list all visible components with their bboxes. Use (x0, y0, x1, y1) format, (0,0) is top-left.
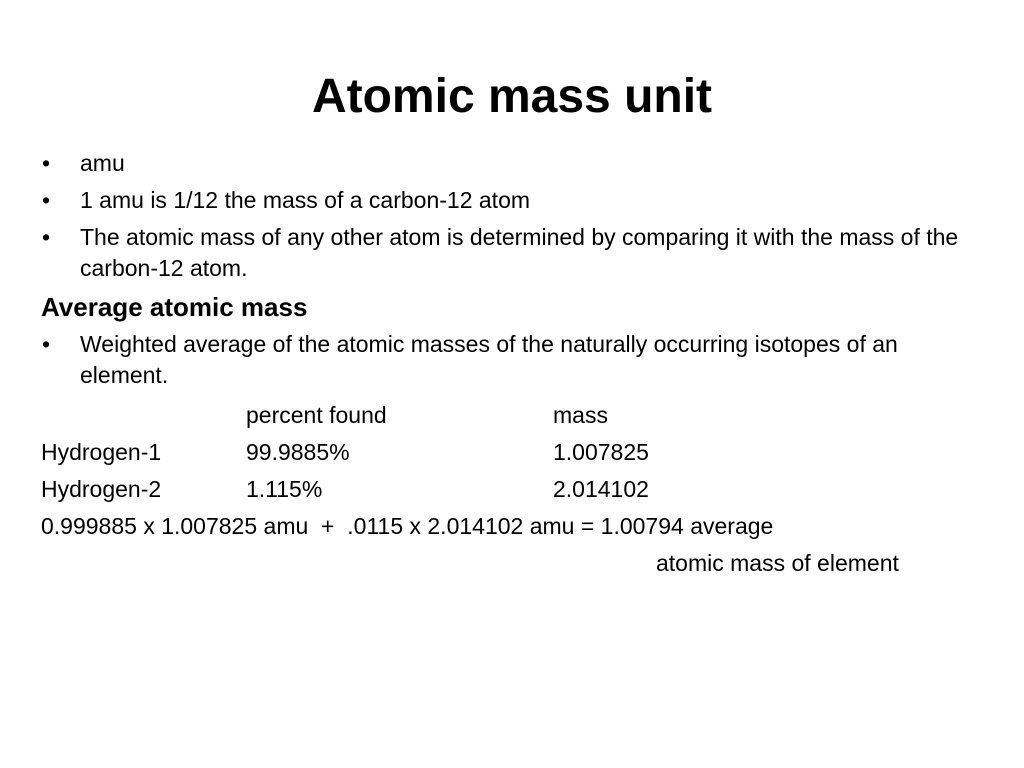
bullet-text: The atomic mass of any other atom is determined by comparing it with the mass of the carbon-12 atom. (80, 224, 959, 281)
bullet-marker: • (42, 187, 51, 213)
bullet-text: amu (80, 150, 125, 176)
bullet-item (41, 222, 991, 284)
bullet-item (41, 329, 991, 391)
table-header-cell: percent found (246, 402, 387, 428)
bullet-text: Weighted average of the atomic masses of the naturally occurring isotopes of an element. (80, 331, 898, 388)
equation-continuation: atomic mass of element (656, 550, 899, 576)
bullet-marker: • (42, 224, 51, 250)
slide-body (41, 148, 991, 582)
table-cell-isotope: Hydrogen-1 (41, 439, 162, 465)
table-cell-mass: 2.014102 (553, 476, 649, 502)
equation-line: 0.999885 x 1.007825 amu + .0115 x 2.014102 amu = 1.00794 average (41, 513, 774, 539)
table-row (41, 471, 991, 508)
table-cell-percent: 99.9885% (246, 439, 350, 465)
table-row (41, 434, 991, 471)
bullet-marker: • (42, 331, 51, 357)
table-cell-mass: 1.007825 (553, 439, 649, 465)
bullet-marker: • (42, 150, 51, 176)
table-header-cell: mass (553, 402, 608, 428)
bullet-item (41, 185, 991, 216)
isotope-table (41, 397, 991, 508)
bullet-item (41, 148, 991, 179)
table-cell-percent: 1.115% (246, 476, 323, 502)
table-cell-isotope: Hydrogen-2 (41, 476, 162, 502)
table-header-row (41, 397, 991, 434)
bullet-text: 1 amu is 1/12 the mass of a carbon-12 atom (80, 187, 531, 213)
section-heading: Average atomic mass (41, 292, 308, 322)
slide-title: Atomic mass unit (311, 70, 713, 123)
